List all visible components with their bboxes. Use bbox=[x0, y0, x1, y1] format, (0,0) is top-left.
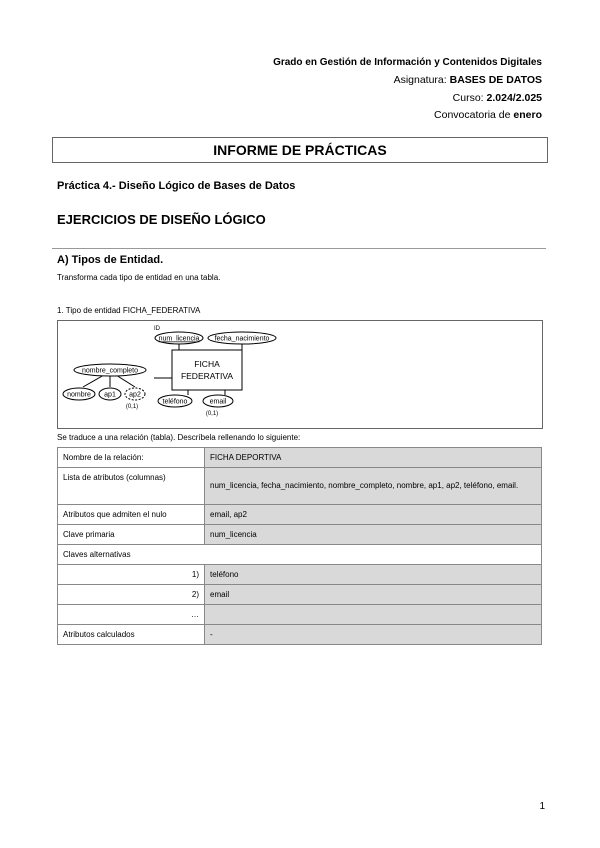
subject-value: BASES DE DATOS bbox=[449, 74, 542, 86]
table-row bbox=[58, 605, 542, 625]
er-diagram-frame bbox=[57, 320, 543, 429]
degree-header: Grado en Gestión de Información y Contenidos Digitales bbox=[273, 57, 542, 68]
call-label: Convocatoria de bbox=[434, 109, 511, 121]
subsection-title: A) Tipos de Entidad. bbox=[57, 254, 164, 266]
course-value: 2.024/2.025 bbox=[486, 92, 542, 104]
entity-box bbox=[172, 350, 242, 390]
alt-key-more-number: … bbox=[58, 605, 205, 625]
table-row bbox=[58, 448, 542, 468]
computed-attributes-label: Atributos calculados bbox=[58, 625, 205, 645]
relation-name-value: FICHA DEPORTIVA bbox=[205, 448, 542, 468]
attributes-value: num_licencia, fecha_nacimiento, nombre_completo, nombre, ap1, ap2, teléfono, email. bbox=[205, 468, 542, 505]
section-divider bbox=[52, 248, 546, 249]
table-row bbox=[58, 585, 542, 605]
entity-name-line1: FICHA bbox=[194, 359, 220, 369]
report-title: INFORME DE PRÁCTICAS bbox=[52, 137, 548, 163]
alt-key-2-value: email bbox=[205, 585, 542, 605]
page-number: 1 bbox=[539, 801, 545, 812]
call-line bbox=[434, 109, 542, 121]
table-row bbox=[58, 565, 542, 585]
attributes-label: Lista de atributos (columnas) bbox=[58, 468, 205, 505]
nullable-value: email, ap2 bbox=[205, 505, 542, 525]
subject-line bbox=[394, 74, 542, 86]
computed-attributes-value: - bbox=[205, 625, 542, 645]
primary-key-label: Clave primaria bbox=[58, 525, 205, 545]
card-ap2: (0,1) bbox=[125, 404, 139, 410]
attr-ap2: ap2 bbox=[129, 391, 141, 399]
practice-title: Práctica 4.- Diseño Lógico de Bases de Datos bbox=[57, 180, 296, 192]
call-value: enero bbox=[513, 109, 542, 121]
exercise-label: 1. Tipo de entidad FICHA_FEDERATIVA bbox=[57, 306, 201, 315]
attr-telefono: teléfono bbox=[162, 398, 188, 406]
id-marker: ID bbox=[154, 326, 160, 332]
table-row bbox=[58, 545, 542, 565]
instruction-text: Transforma cada tipo de entidad en una tabla. bbox=[57, 273, 221, 282]
section-title: EJERCICIOS DE DISEÑO LÓGICO bbox=[57, 212, 266, 227]
alternate-keys-label: Claves alternativas bbox=[58, 545, 542, 565]
table-row bbox=[58, 468, 542, 505]
card-email: (0,1) bbox=[205, 411, 219, 417]
nullable-label: Atributos que admiten el nulo bbox=[58, 505, 205, 525]
alt-key-1-number: 1) bbox=[58, 565, 205, 585]
attr-num-licencia: num_licencia bbox=[158, 335, 200, 343]
attr-fecha-nacimiento: fecha_nacimiento bbox=[214, 335, 270, 343]
translate-instruction: Se traduce a una relación (tabla). Descríbela rellenando lo siguiente: bbox=[57, 433, 301, 442]
alt-key-1-value: teléfono bbox=[205, 565, 542, 585]
relation-table bbox=[57, 447, 542, 645]
relation-name-label: Nombre de la relación: bbox=[58, 448, 205, 468]
primary-key-value: num_licencia bbox=[205, 525, 542, 545]
table-row bbox=[58, 625, 542, 645]
table-row bbox=[58, 505, 542, 525]
course-line bbox=[453, 92, 542, 104]
attr-ap1: ap1 bbox=[104, 391, 116, 399]
er-diagram bbox=[58, 321, 542, 428]
entity-name-line2: FEDERATIVA bbox=[180, 371, 234, 381]
attr-email: email bbox=[209, 398, 227, 406]
subject-label: Asignatura: bbox=[393, 74, 447, 86]
attr-nombre-completo: nombre_completo bbox=[81, 367, 139, 375]
course-label: Curso: bbox=[452, 92, 484, 104]
attr-nombre: nombre bbox=[67, 391, 91, 399]
alt-key-2-number: 2) bbox=[58, 585, 205, 605]
table-row bbox=[58, 525, 542, 545]
alt-key-more-value bbox=[205, 605, 542, 625]
